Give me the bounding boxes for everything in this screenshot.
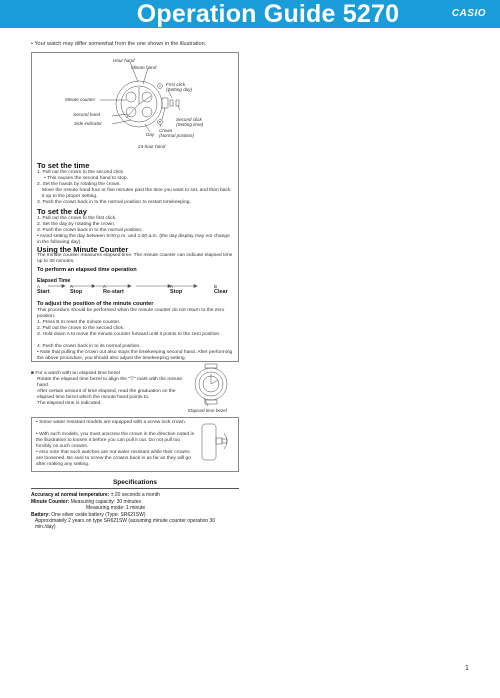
spec-battery-value: One silver oxide battery (Type: SR621SW) — [51, 512, 146, 518]
second-hand-label: Second hand — [73, 112, 101, 117]
side-indicator-label: Side indicator — [74, 121, 102, 126]
seq-label-5: Clear — [214, 289, 228, 295]
spec-battery-life: Approximately 2 years on type SR621SW (assuming minute counter operation 30 min./day) — [35, 518, 216, 531]
screw-note-2: • With such models, you must unscrew the crown in the direction noted in the illustration to loosen it before you can pull it out. Do not pull too forcibly on such crowns. — [36, 432, 195, 450]
set-time-step-3: 3. Push the crown back in to the normal position to restart timekeeping. — [37, 200, 191, 205]
svg-text:A: A — [159, 84, 162, 88]
page-title: Operation Guide 5270 — [136, 0, 400, 28]
set-time-heading: To set the time — [37, 161, 90, 170]
adjust-intro: This procedure should be performed when the minute counter do not return to the zero position. — [37, 308, 225, 320]
screw-note-1: • Some water resistant models are equipped with a screw lock crown. — [36, 420, 187, 425]
illustration-note: • Your watch may differ somewhat from the one shown in the illustration. — [31, 41, 207, 47]
adjust-heading: To adjust the position of the minute counter — [37, 301, 154, 307]
spec-counter-unit: Measuring mode: 1 minute — [86, 505, 146, 511]
bezel-indicated: The elapsed time is indicated. — [37, 401, 102, 406]
set-time-step-2: 2. Set the hands by rotating the crown. — [37, 182, 121, 187]
set-day-step-2: 2. Set the day by rotating the crown. — [37, 222, 116, 227]
specs-title: Specifications — [112, 479, 158, 486]
bezel-caption: Elapsed time bezel — [188, 408, 227, 413]
seq-button-2: A — [70, 284, 74, 289]
spec-counter-value: Measuring capacity: 30 minutes — [70, 499, 142, 505]
minute-counter-heading: Using the Minute Counter — [37, 245, 129, 254]
adjust-step-4: 4. Push the crown back in to its normal position. — [37, 344, 141, 349]
hour24-label: 24-hour hand — [138, 144, 166, 149]
spec-battery-label: Battery: — [31, 512, 50, 518]
casio-logo: CASIO — [451, 8, 486, 19]
bezel-heading: ■ For a watch with an elapsed time bezel — [31, 371, 120, 376]
hour-hand-label: Hour hand — [113, 58, 135, 63]
set-day-heading: To set the day — [37, 207, 87, 216]
adjust-note: • Note that pulling the crown out also stops the timekeeping second hand. After performing the above procedure, you should also adjust the timekeeping setting. — [37, 350, 233, 362]
set-day-step-3: 3. Push the crown back in to the normal position. — [37, 228, 143, 233]
set-day-note: • Avoid setting the day between 9:00 p.m. and 1:00 a.m. (the day display may not change in the following day). — [37, 234, 230, 246]
adjust-step-2: 2. Pull out the crown to the second click. — [37, 326, 125, 331]
minute-hand-label: Minute hand — [131, 65, 157, 70]
seq-label-3: Re-start — [103, 289, 124, 295]
seq-button-5: B — [214, 284, 218, 289]
specs-divider — [31, 488, 239, 489]
seq-step-2 — [70, 284, 82, 295]
seq-label-4: Stop — [170, 289, 183, 295]
seq-button-4: A — [170, 284, 174, 289]
adjust-step-3: 3. Hold down A to move the minute counter forward until it points to the zero position. — [37, 332, 221, 337]
spec-counter-label: Minute Counter: — [31, 499, 70, 505]
elapsed-label: Elapsed Time — [37, 278, 71, 284]
svg-text:B: B — [159, 120, 162, 124]
day-label: Day — [146, 132, 155, 137]
seq-step-3 — [103, 284, 124, 295]
seq-label-1: Start — [37, 289, 50, 295]
minute-counter-desc: The minute counter measures elapsed time. The minute counter can indicate elapsed time up to 30 minutes. — [37, 253, 233, 265]
set-day-step-1: 1. Pull out the crown to the first click. — [37, 216, 117, 221]
bezel-read: After certain amount of time elapsed, read the graduation on the elapsed time bezel which the minute hand points to. — [37, 389, 176, 401]
page-number: 1 — [465, 665, 469, 672]
seq-step-1 — [37, 284, 50, 295]
bezel-instruction: Rotate the elapsed time bezel to align the "▽" mark with the minute hand. — [37, 377, 183, 389]
seq-step-5 — [214, 284, 228, 295]
seq-label-2: Stop — [70, 289, 83, 295]
set-time-step-2-detail: Move the minute hand four or five minutes past the time you want to set, and then back it up to the proper setting. — [42, 188, 231, 200]
seq-button-1: A — [37, 284, 41, 289]
spec-accuracy-label: Accuracy at normal temperature: — [31, 492, 110, 498]
elapsed-heading: To perform an elapsed time operation — [37, 267, 137, 273]
spec-accuracy-value: ± 20 seconds a month — [110, 492, 160, 498]
set-time-step-1: 1. Pull out the crown to the second click. — [37, 170, 125, 175]
minute-counter-label: Minute counter — [65, 97, 96, 102]
screw-note-3: • Also note that such watches are not water resistant while their crowns are loosened. Be sure to screw the crowns back in as far as they will go after making any setting. — [36, 450, 191, 468]
second-click-label: Second click (Setting time) — [176, 117, 204, 127]
seq-button-3: A — [103, 284, 107, 289]
crown-label: Crown (Normal position) — [159, 128, 194, 138]
spec-accuracy — [31, 492, 160, 498]
first-click-label: First click (Setting day) — [166, 82, 193, 92]
adjust-step-1: 1. Press B to reset the minute counter. — [37, 320, 121, 325]
seq-step-4 — [170, 284, 182, 295]
set-time-step-1-note: • This causes the second hand to stop. — [44, 176, 129, 181]
